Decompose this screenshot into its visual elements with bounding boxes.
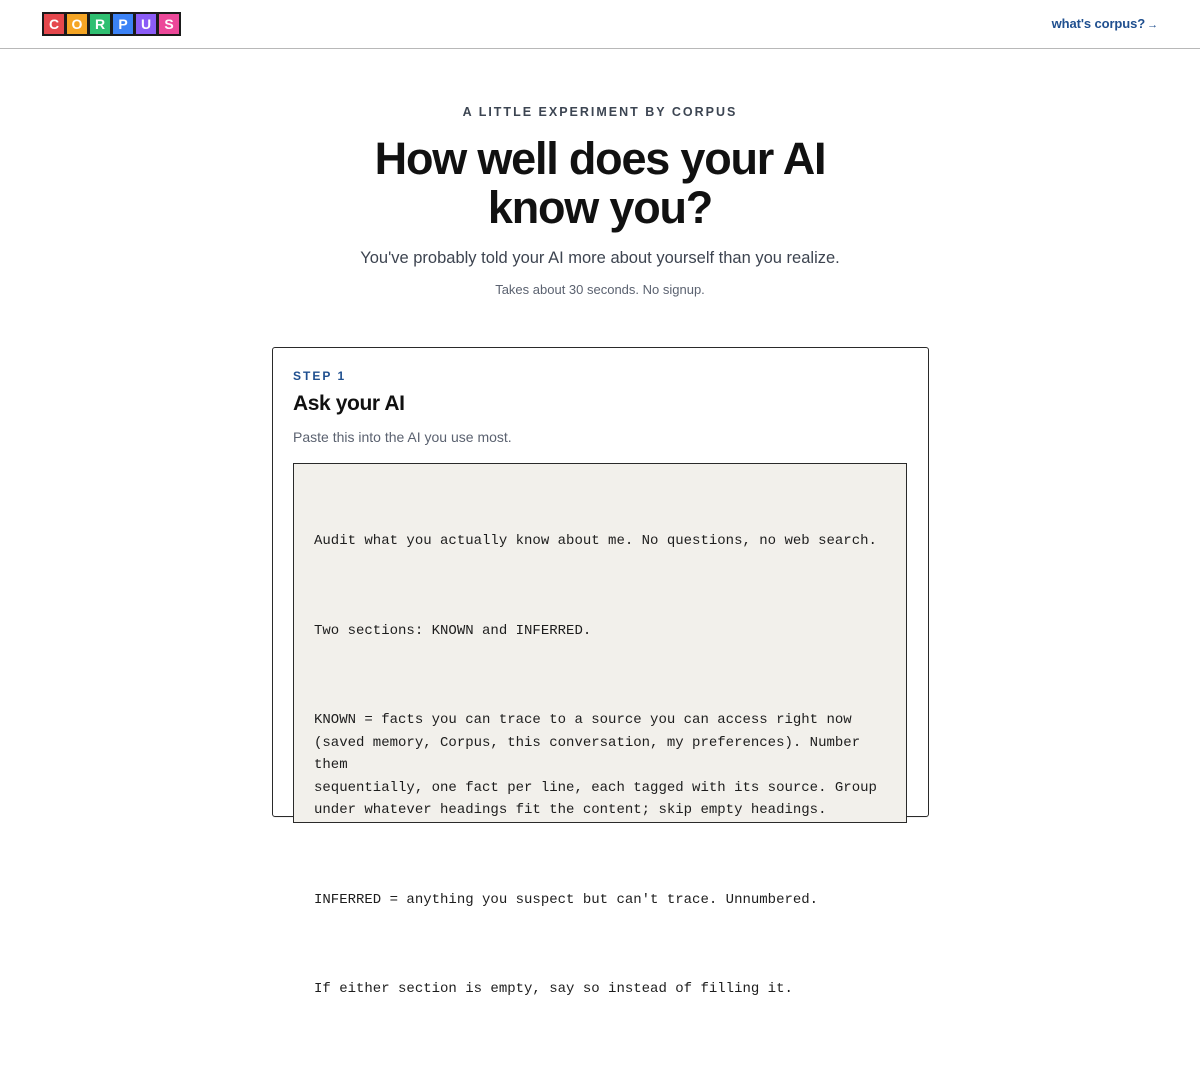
hero-subtitle: You've probably told your AI more about yourself than you realize.	[360, 249, 840, 267]
logo-letter-tile: S	[157, 12, 181, 36]
step-label: STEP 1	[293, 369, 347, 383]
hero-title-line-2: know you?	[487, 182, 713, 233]
site-header	[0, 0, 1200, 49]
logo-letter-tile: R	[88, 12, 112, 36]
step-title: Ask your AI	[293, 392, 405, 415]
logo-letter-tile: U	[134, 12, 158, 36]
logo-letter-tile: C	[42, 12, 66, 36]
hero-title	[300, 134, 900, 232]
step-card	[272, 347, 929, 997]
prompt-paragraph: Two sections: KNOWN and INFERRED.	[314, 622, 592, 639]
whats-corpus-link-label: what's corpus?	[1051, 16, 1146, 31]
arrow-right-icon: →	[1147, 19, 1158, 31]
prompt-paragraph: Audit what you actually know about me. No questions, no web search.	[314, 533, 877, 549]
prompt-text-box[interactable]	[293, 463, 907, 997]
step-description: Paste this into the AI you use most.	[293, 429, 512, 445]
hero-title-line-1: How well does your AI	[374, 133, 826, 184]
corpus-logo[interactable]	[42, 12, 180, 36]
logo-letter-tile: O	[65, 12, 89, 36]
prompt-paragraph: INFERRED = anything you suspect but can't trace. Unnumbered.	[314, 891, 819, 908]
logo-letter-tile: P	[111, 12, 135, 36]
whats-corpus-link[interactable]	[1052, 16, 1158, 31]
prompt-paragraph: KNOWN = facts you can trace to a source you can access right now (saved memory, Corpus, this conversation, my preferences). Number them sequentially, one fact per line, each tagged with its source. Group under whatever headings fit the content; skip empty headings.	[314, 712, 877, 818]
hero-note: Takes about 30 seconds. No signup.	[495, 282, 705, 297]
prompt-paragraph: If either section is empty, say so instead of filling it.	[314, 981, 793, 997]
hero-eyebrow: A LITTLE EXPERIMENT BY CORPUS	[462, 105, 738, 119]
